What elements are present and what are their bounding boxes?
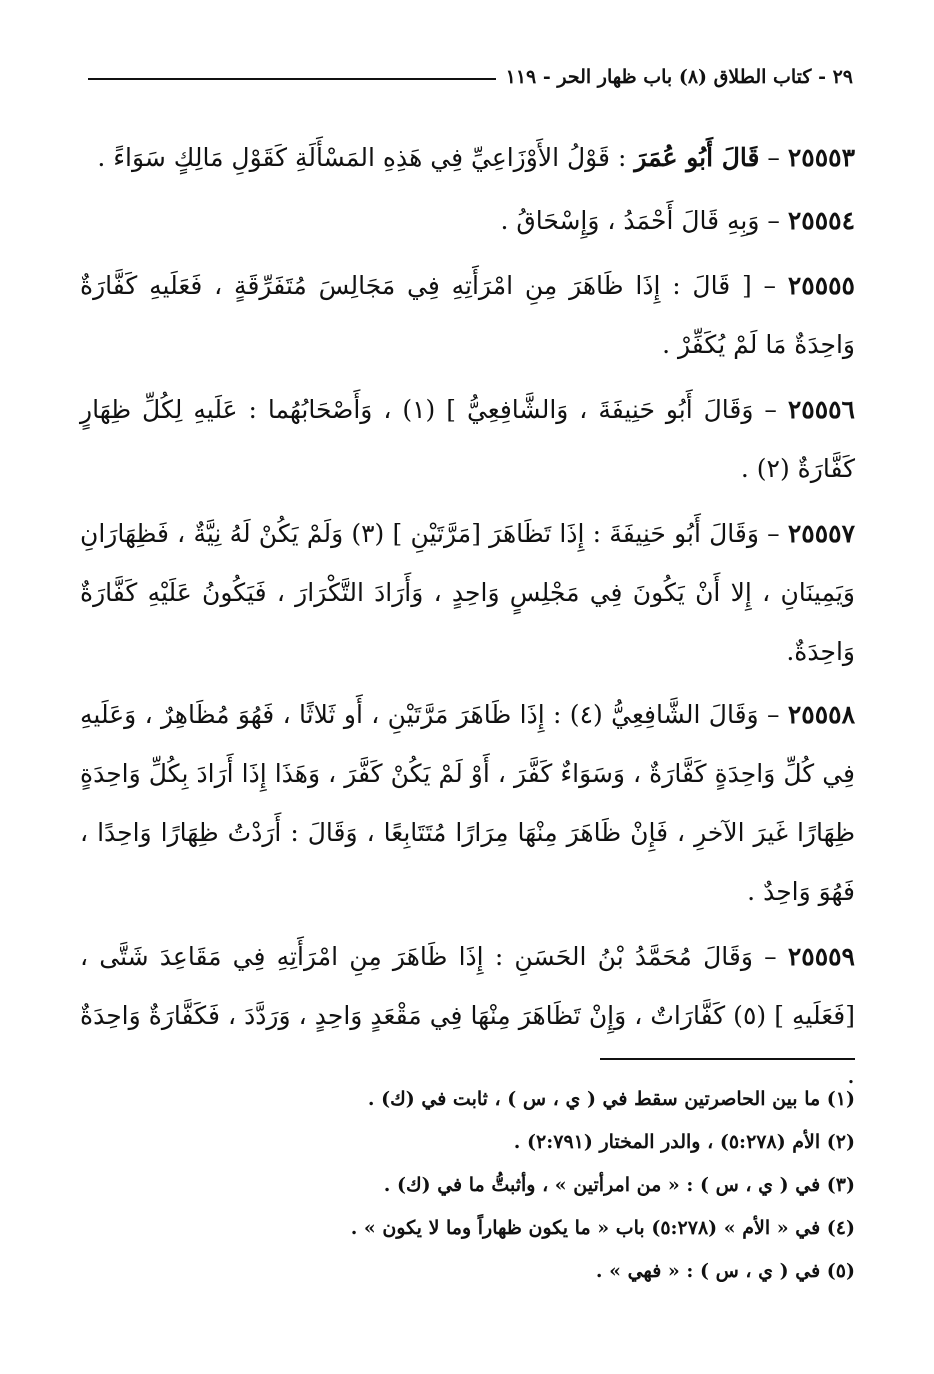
paragraph-lead: قَالَ أَبُو عُمَرَ [634, 143, 760, 172]
paragraph-number: ٢٥٥٥٦ [787, 395, 855, 424]
paragraph-text: : قَوْلُ الأَوْزَاعِيِّ فِي هَذِهِ المَسْأَلَةِ كَقَوْلِ مَالِكٍ سَوَاءً . [97, 143, 635, 172]
footnote-5: (٥) في ( ي ، س ) : « فهي » . [595, 1260, 855, 1282]
paragraph-25558 [80, 685, 855, 921]
main-text [80, 128, 855, 1108]
running-head [88, 62, 853, 92]
running-head-text: ٢٩ - كتاب الطلاق (٨) باب ظهار الحر - ١١٩ [505, 66, 853, 88]
footnote-4: (٤) في « الأم » (٥:٢٧٨) باب « ما يكون ظهاراً وما لا يكون » . [350, 1217, 855, 1239]
paragraph-25556 [80, 380, 855, 498]
paragraph-text: وَبِهِ قَالَ أَحْمَدُ ، وَإِسْحَاقُ . [500, 206, 760, 235]
paragraph-text: وَقَالَ أَبُو حَنِيفَةَ ، وَالشَّافِعِيُّ ] (١) ، وَأَصْحَابُهُما : عَلَيهِ لِكُلِّ ظِهَارٍ كَفَّارَةٌ (٢) . [80, 395, 855, 483]
paragraph-number: ٢٥٥٥٩ [787, 942, 855, 971]
footnote-1: (١) ما بين الحاصرتين سقط في ( ي ، س ) ، ثابت في (ك) . [367, 1088, 855, 1110]
paragraph-dash: – [758, 700, 788, 729]
paragraph-number: ٢٥٥٥٧ [787, 519, 855, 548]
paragraph-25553 [80, 128, 855, 187]
paragraph-text: وَقَالَ مُحَمَّدُ بْنُ الحَسَنِ : إِذَا ظَاهَرَ مِنِ امْرَأَتِهِ فِي مَقَاعِدَ شَتَّى ، [فَعَلَيهِ ] (٥) كَفَّارَاتٌ ، وَإِنْ تَظَاهَرَ مِنْهَا فِي مَقْعَدٍ وَاحِدٍ ، وَرَدَّدَ ، فَكَفَّارَةٌ وَاحِدَةٌ . [80, 942, 855, 1089]
paragraph-text: وَقَالَ أَبُو حَنِيفَةَ : إِذَا تَظَاهَرَ [مَرَّتَيْنِ ] (٣) وَلَمْ يَكُنْ لَهُ نِيَّةٌ ، فَظِهَارَانِ وَيَمِينَانِ ، إِلا أَنْ يَكُونَ فِي مَجْلِسٍ وَاحِدٍ ، وَأَرَادَ التَّكْرَارَ ، فَيَكُونُ عَلَيْهِ كَفَّارَةٌ وَاحِدَةٌ. [80, 519, 855, 666]
paragraph-dash: – [753, 395, 788, 424]
running-head-rule [88, 78, 496, 80]
footnote-3: (٣) في ( ي ، س ) : « من امرأتين » ، وأثبتُّ ما في (ك) . [383, 1174, 855, 1196]
paragraph-25557 [80, 504, 855, 681]
paragraph-text: وَقَالَ الشَّافِعِيُّ (٤) : إِذَا ظَاهَرَ مَرَّتَيْنِ ، أَو ثَلاثًا ، فَهُوَ مُظَاهِرٌ ، وَعَلَيهِ فِي كُلِّ وَاحِدَةٍ كَفَّارَةٌ ، وَسَوَاءٌ كَفَّرَ ، أَوْ لَمْ يَكُنْ كَفَّرَ ، وَهَذَا إِذَا أَرَادَ بِكُلِّ وَاحِدَةٍ ظِهَارًا غَيرَ الآخرِ ، فَإِنْ ظَاهَرَ مِنْهَا مِرَارًا مُتَتَابِعًا ، وَقَالَ : أَرَدْتُ ظِهَارًا وَاحِدًا ، فَهُوَ وَاحِدٌ . [80, 700, 855, 906]
paragraph-number: ٢٥٥٥٨ [787, 700, 855, 729]
paragraph-number: ٢٥٥٥٤ [787, 206, 855, 235]
footnotes [80, 1078, 855, 1293]
paragraph-dash: – [758, 519, 788, 548]
paragraph-25554 [80, 191, 855, 250]
paragraph-number: ٢٥٥٥٣ [787, 143, 855, 172]
paragraph-text: [ قَالَ : إِذَا ظَاهَرَ مِنِ امْرَأَتِهِ فِي مَجَالِسَ مُتَفَرِّقَةٍ ، فَعَلَيهِ كَفَّارَةٌ وَاحِدَةٌ مَا لَمْ يُكَفِّرْ . [80, 271, 855, 359]
paragraph-dash: – [759, 206, 788, 235]
paragraph-dash: – [752, 942, 788, 971]
footnote-separator [600, 1058, 855, 1060]
paragraph-dash: – [751, 271, 788, 300]
paragraph-number: ٢٥٥٥٥ [787, 271, 855, 300]
paragraph-25555 [80, 256, 855, 374]
footnote-2: (٢) الأم (٥:٢٧٨) ، والدر المختار (٢:٧٩١) . [513, 1131, 855, 1153]
paragraph-dash: – [759, 143, 788, 172]
